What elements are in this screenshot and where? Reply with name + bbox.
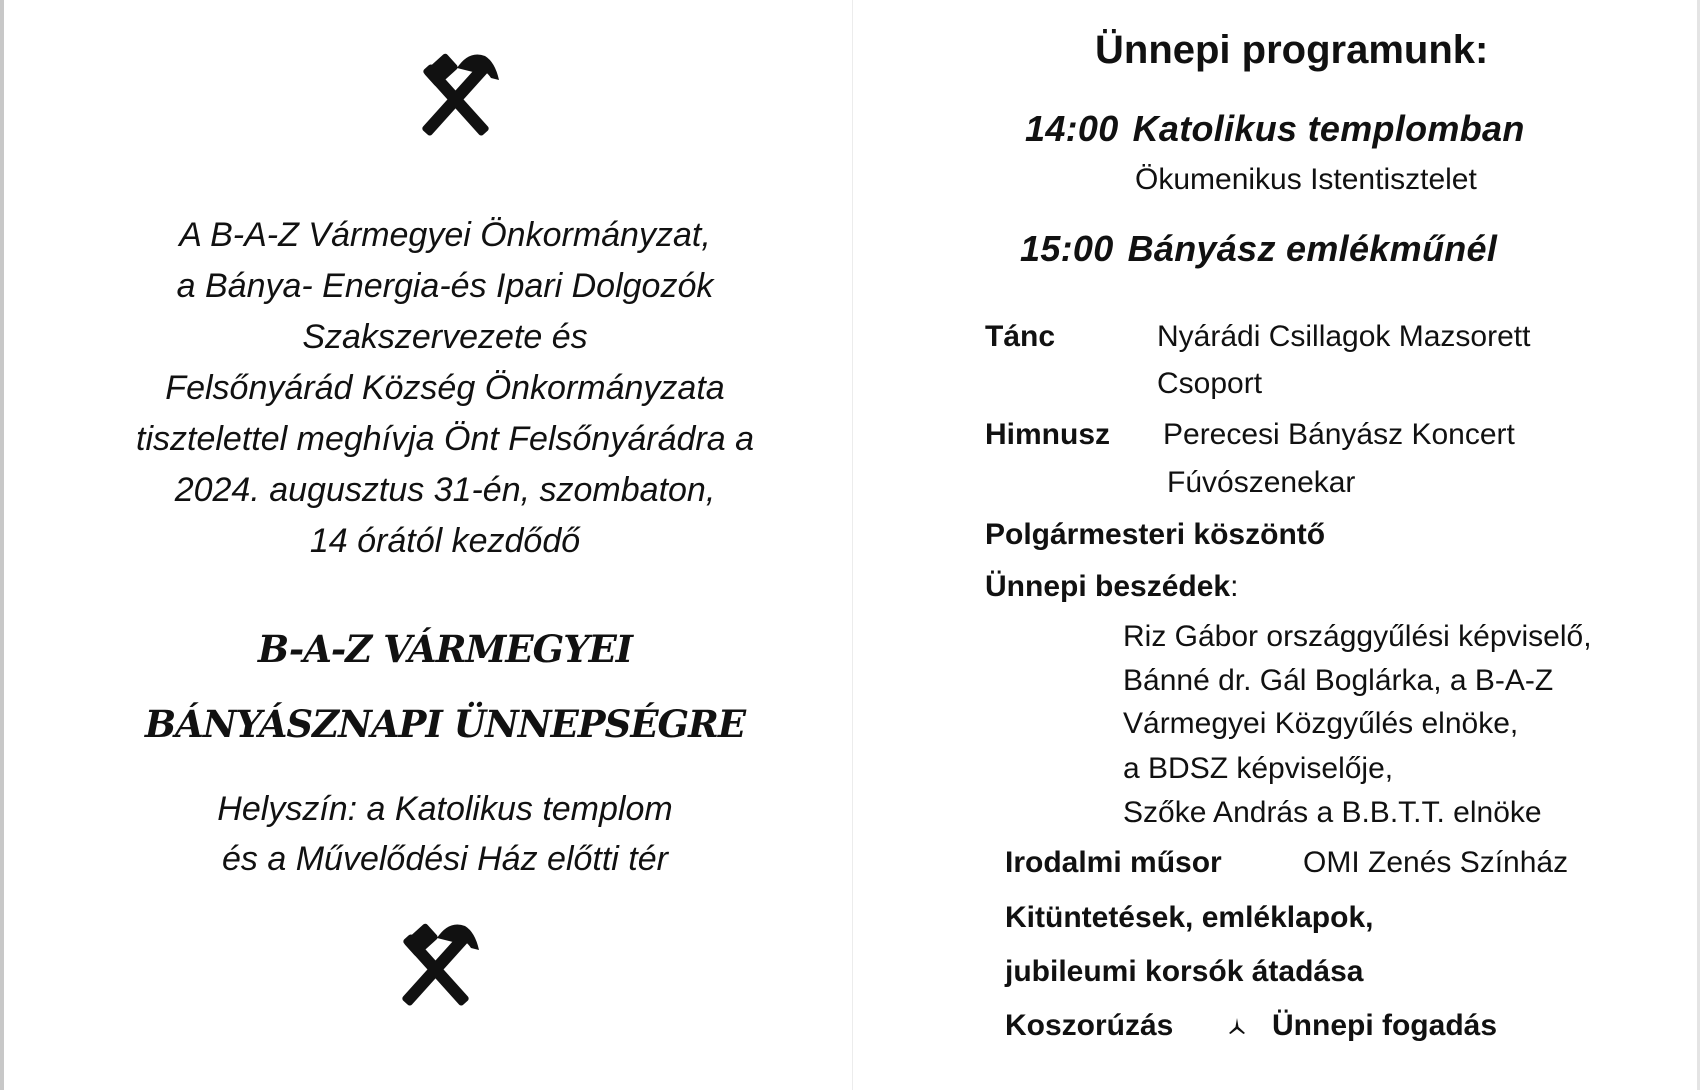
invitation-text: [60, 210, 830, 567]
event-title-line: BÁNYÁSZNAPI ÜNNEPSÉGRE: [144, 702, 746, 746]
festive-reception: Ünnepi fogadás: [1272, 1009, 1498, 1042]
hammer-and-pick-icon: [385, 918, 485, 1018]
schedule-item: [1025, 108, 1525, 150]
schedule-time: 15:00: [1020, 228, 1114, 269]
scan-edge-left: [0, 0, 4, 1090]
small-pick-icon: [1227, 1016, 1247, 1036]
invitation-line: 2024. augusztus 31-én, szombaton,: [174, 471, 716, 509]
speeches-heading: [985, 570, 1238, 604]
speeches-colon: :: [1230, 570, 1239, 603]
schedule-item: [1020, 228, 1497, 270]
mayor-greeting: Polgármesteri köszöntő: [985, 518, 1326, 551]
program-title: Ünnepi programunk:: [1095, 28, 1489, 72]
wreath-laying: Koszorúzás: [1005, 1009, 1174, 1042]
dance-label: Tánc: [985, 320, 1056, 353]
speaker-line: Riz Gábor országgyűlési képviselő,: [1123, 620, 1592, 653]
anthem-performer-line: Perecesi Bányász Koncert: [1163, 418, 1515, 451]
dance-performer-line: Csoport: [1157, 367, 1263, 400]
literary-label: Irodalmi műsor: [1005, 846, 1222, 879]
schedule-time: 14:00: [1025, 108, 1119, 149]
venue-line: Helyszín: a Katolikus templom: [217, 790, 673, 828]
invitation-line: tisztelettel meghívja Önt Felsőnyárádra a: [136, 420, 754, 458]
program-panel: [870, 0, 1700, 1090]
speaker-line: Vármegyei Közgyűlés elnöke,: [1123, 707, 1519, 740]
speeches-label: Ünnepi beszédek: [985, 570, 1231, 603]
invitation-line: A B-A-Z Vármegyei Önkormányzat,: [179, 216, 711, 254]
venue-line: és a Művelődési Ház előtti tér: [222, 840, 668, 878]
invitation-line: Felsőnyárád Község Önkormányzata: [165, 369, 725, 407]
invitation-panel: [60, 0, 830, 1090]
event-title: [60, 612, 830, 762]
anthem-label: Himnusz: [985, 418, 1111, 451]
hammer-and-pick-icon: [405, 48, 505, 148]
dance-performer-line: Nyárádi Csillagok Mazsorett: [1157, 320, 1531, 353]
venue-text: [60, 784, 830, 884]
speaker-line: a BDSZ képviselője,: [1123, 752, 1394, 785]
center-fold-line: [852, 0, 853, 1090]
awards-line: Kitüntetések, emléklapok,: [1005, 901, 1374, 934]
invitation-line: 14 órától kezdődő: [309, 522, 581, 560]
speaker-line: Szőke András a B.B.T.T. elnöke: [1123, 796, 1542, 829]
speaker-line: Bánné dr. Gál Boglárka, a B-A-Z: [1123, 664, 1554, 697]
schedule-place: Bányász emlékműnél: [1127, 228, 1498, 269]
event-title-line: B-A-Z VÁRMEGYEI: [257, 627, 633, 671]
schedule-detail: Ökumenikus Istentisztelet: [1135, 163, 1477, 196]
anthem-performer-line: Fúvószenekar: [1167, 466, 1356, 499]
awards-line: jubileumi korsók átadása: [1005, 955, 1364, 988]
invitation-line: Szakszervezete és: [302, 318, 588, 356]
literary-performer: OMI Zenés Színház: [1303, 846, 1569, 879]
schedule-place: Katolikus templomban: [1132, 108, 1525, 149]
invitation-line: a Bánya- Energia-és Ipari Dolgozók: [176, 267, 714, 305]
